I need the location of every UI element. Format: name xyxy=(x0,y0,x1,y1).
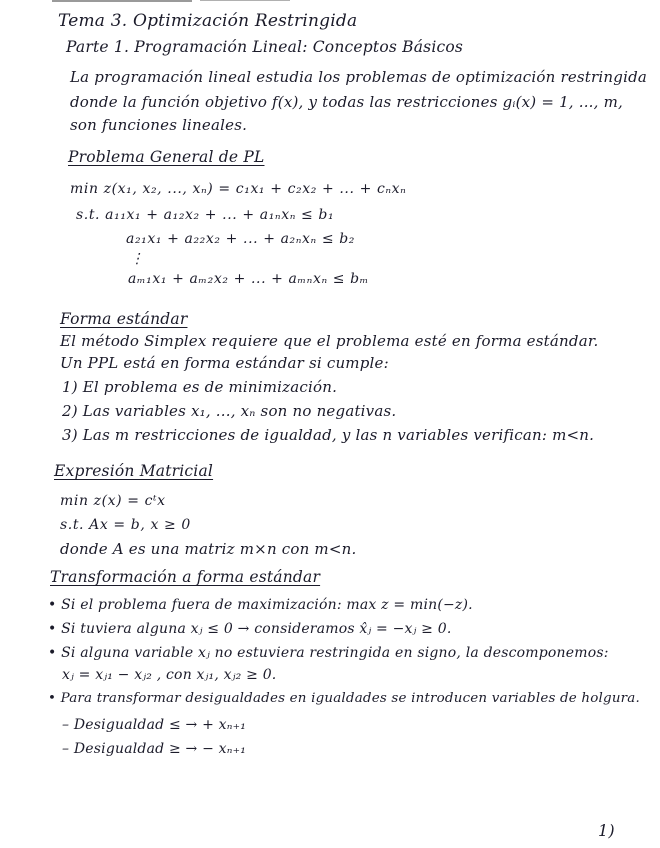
matrix-note: donde A es una matriz m×n con m<n. xyxy=(60,540,357,558)
constraint-line-m: aₘ₁x₁ + aₘ₂x₂ + ... + aₘₙxₙ ≤ bₘ xyxy=(128,271,369,287)
matrix-objective: min z(x) = cᵗx xyxy=(60,493,166,509)
intro-line-2: donde la función objetivo f(x), y todas las restricciones gᵢ(x) = 1, ..., m, xyxy=(70,93,623,111)
constraint-line-1: s.t. a₁₁x₁ + a₁₂x₂ + ... + a₁ₙxₙ ≤ b₁ xyxy=(76,207,335,223)
page-top-rule xyxy=(52,0,192,2)
intro-line-3: son funciones lineales. xyxy=(70,116,248,134)
intro-line-1: La programación lineal estudia los problemas de optimización restringida xyxy=(70,68,648,86)
standard-condition-3: 3) Las m restricciones de igualdad, y las n variables verifican: m<n. xyxy=(62,426,595,444)
transform-bullet-4: • Para transformar desigualdades en igualdades se introducen variables de holgura. xyxy=(48,691,640,706)
standard-line-1: El método Simplex requiere que el problema esté en forma estándar. xyxy=(60,332,599,350)
transform-bullet-1: • Si el problema fuera de maximización: max z = min(−z). xyxy=(48,597,473,613)
page-title: Tema 3. Optimización Restringida xyxy=(58,11,358,31)
constraint-ellipsis: ⋮ xyxy=(130,251,145,267)
transform-bullet-2: • Si tuviera alguna xⱼ ≤ 0 → consideramos x̂ⱼ = −xⱼ ≥ 0. xyxy=(48,621,452,637)
transform-bullet-3: • Si alguna variable xⱼ no estuviera restringida en signo, la descomponemos: xyxy=(48,645,609,661)
constraint-line-2: a₂₁x₁ + a₂₂x₂ + ... + a₂ₙxₙ ≤ b₂ xyxy=(126,231,356,247)
transform-heading: Transformación a forma estándar xyxy=(50,568,321,586)
general-problem-heading: Problema General de PL xyxy=(68,148,265,166)
standard-line-2: Un PPL está en forma estándar si cumple: xyxy=(60,354,389,372)
objective-function: min z(x₁, x₂, ..., xₙ) = c₁x₁ + c₂x₂ + ... + cₙxₙ xyxy=(70,181,407,197)
standard-condition-1: 1) El problema es de minimización. xyxy=(62,378,338,396)
page-top-rule-2 xyxy=(200,0,290,1)
matrix-constraints: s.t. Ax = b, x ≥ 0 xyxy=(60,517,191,533)
matrix-heading: Expresión Matricial xyxy=(54,462,214,480)
transform-split-equation: xⱼ = xⱼ₁ − xⱼ₂ , con xⱼ₁, xⱼ₂ ≥ 0. xyxy=(62,667,277,683)
standard-condition-2: 2) Las variables x₁, ..., xₙ son no negativas. xyxy=(62,402,397,420)
slack-greater-equal: – Desigualdad ≥ → − xₙ₊₁ xyxy=(62,741,247,757)
slack-less-equal: – Desigualdad ≤ → + xₙ₊₁ xyxy=(62,717,247,733)
page-number: 1) xyxy=(598,821,615,840)
standard-form-heading: Forma estándar xyxy=(60,310,188,328)
part-subtitle: Parte 1. Programación Lineal: Conceptos Básicos xyxy=(66,38,464,56)
